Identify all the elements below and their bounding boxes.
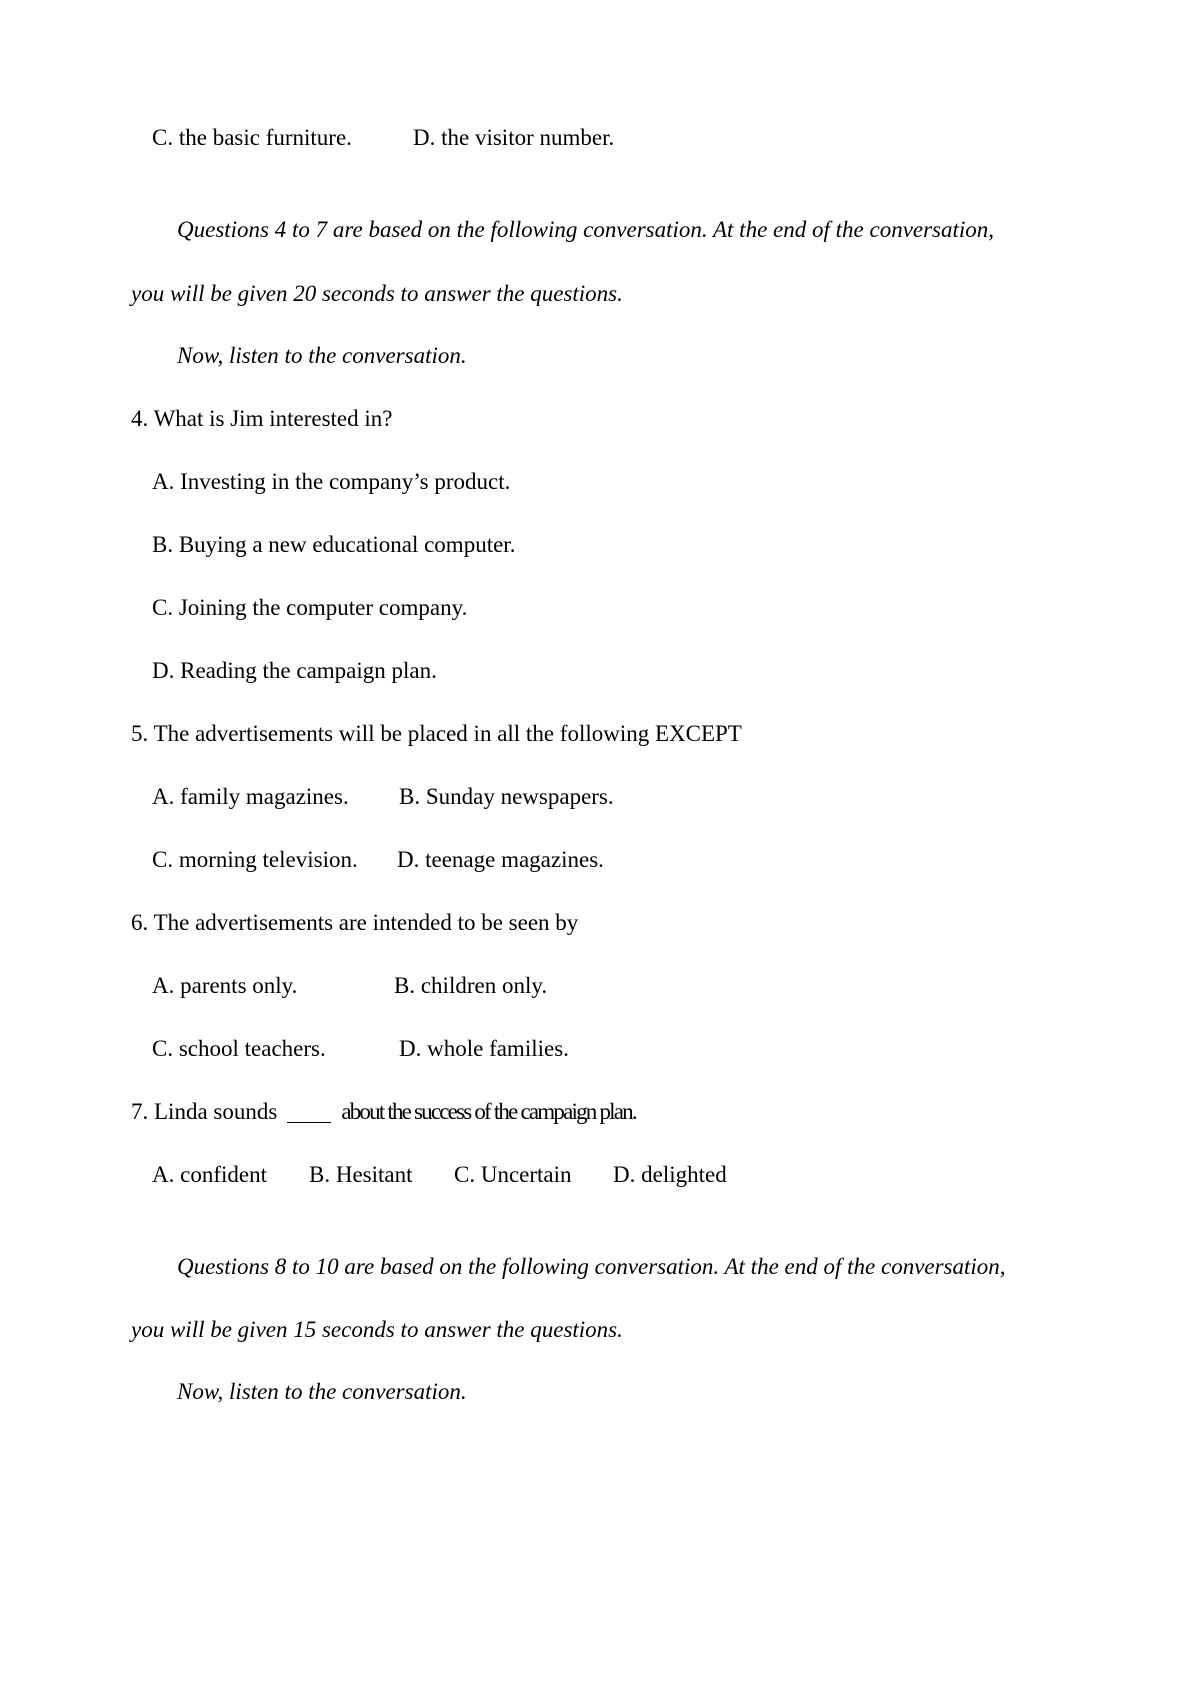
section-2-instruction-line-2: you will be given 15 seconds to answer the questions. <box>131 1317 623 1342</box>
question-6-option-b: B. children only. <box>394 973 548 998</box>
question-7-stem-end: about the success of the campaign plan. <box>341 1099 636 1124</box>
question-6-option-c: C. school teachers. <box>152 1036 326 1061</box>
question-7-option-d: D. delighted <box>613 1162 727 1187</box>
question-4-option-c: C. Joining the computer company. <box>152 595 468 620</box>
section-2-listen: Now, listen to the conversation. <box>177 1379 467 1404</box>
question-5-option-a: A. family magazines. <box>152 784 349 809</box>
question-4-option-d: D. Reading the campaign plan. <box>152 658 437 683</box>
question-7-option-b: B. Hesitant <box>309 1162 413 1187</box>
prev-option-d: D. the visitor number. <box>413 125 615 150</box>
question-4-option-a: A. Investing in the company’s product. <box>152 469 511 494</box>
prev-option-c: C. the basic furniture. <box>152 125 352 150</box>
question-5-stem: 5. The advertisements will be placed in all the following EXCEPT <box>131 721 742 746</box>
section-2-instruction-line-1: Questions 8 to 10 are based on the following conversation. At the end of the conversation, <box>177 1254 1006 1279</box>
question-4-stem: 4. What is Jim interested in? <box>131 406 393 431</box>
section-1-instruction-line-2: you will be given 20 seconds to answer the questions. <box>131 281 623 306</box>
question-4-option-b: B. Buying a new educational computer. <box>152 532 516 557</box>
question-6-option-a: A. parents only. <box>152 973 298 998</box>
section-1-listen: Now, listen to the conversation. <box>177 343 467 368</box>
question-6-stem: 6. The advertisements are intended to be seen by <box>131 910 579 935</box>
answer-blank <box>287 1122 331 1123</box>
question-7-option-a: A. confident <box>152 1162 267 1187</box>
question-5-option-c: C. morning television. <box>152 847 358 872</box>
question-7-stem-start: 7. Linda sounds <box>131 1099 278 1124</box>
question-5-option-d: D. teenage magazines. <box>397 847 604 872</box>
question-5-option-b: B. Sunday newspapers. <box>399 784 614 809</box>
question-7-stem <box>131 1100 636 1123</box>
question-6-option-d: D. whole families. <box>399 1036 569 1061</box>
question-7-option-c: C. Uncertain <box>454 1162 572 1187</box>
section-1-instruction-line-1: Questions 4 to 7 are based on the following conversation. At the end of the conversation, <box>177 217 995 242</box>
